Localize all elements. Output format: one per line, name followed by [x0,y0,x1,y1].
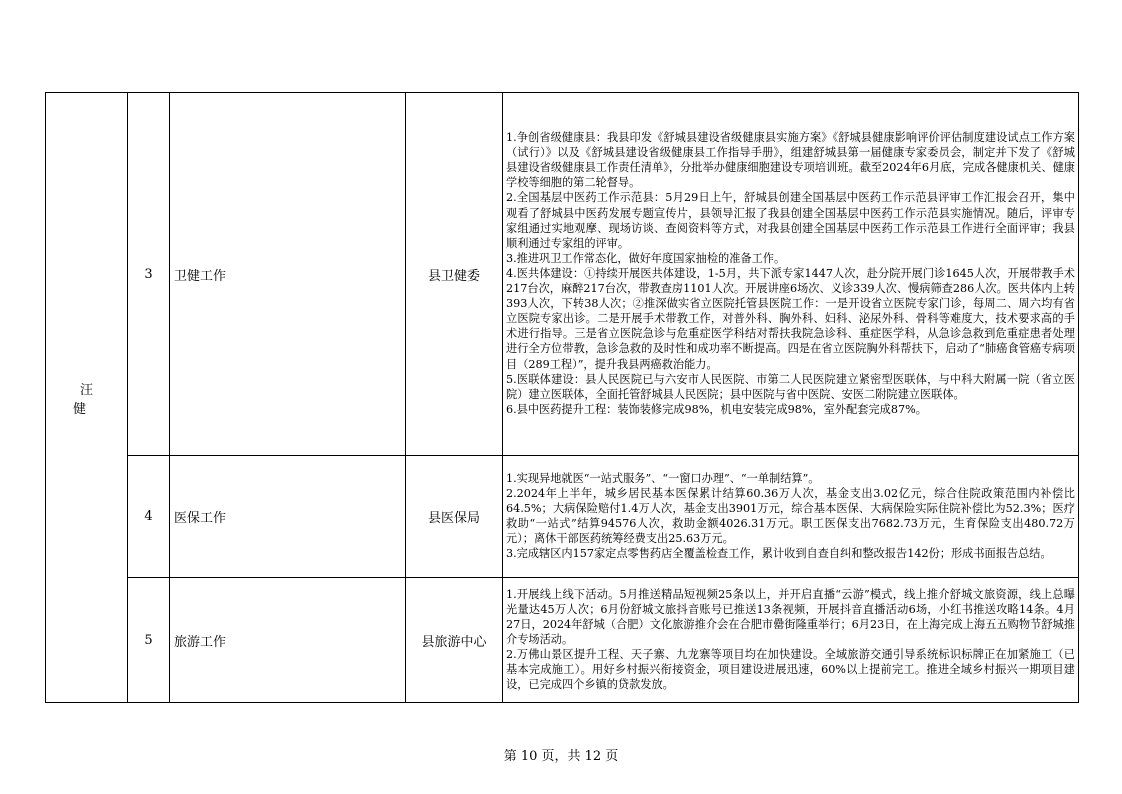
department: 县医保局 [406,456,503,578]
work-content [503,578,1079,703]
content-item: 5.医联体建设：县人民医院已与六安市人民医院、市第二人民医院建立紧密型医联体，与中科大附属一院（省立医院）建立医联体，全面托管舒城县人民医院；县中医院与省中医院、安医二附院建立医联体。 [506,372,1075,401]
content-item: 3.完成辖区内157家定点零售药店全覆盖检查工作，累计收到自查自纠和整改报告142份；形成书面报告总结。 [506,547,1052,561]
table-row [46,93,1079,456]
table-row [46,578,1079,703]
content-item: 2.2024年上半年，城乡居民基本医保累计结算60.36万人次，基金支出3.02亿元，综合住院政策范围内补偿比64.5%；大病保险赔付1.4万人次，基金支出3901万元，综合基本医保、大病保险实际住院补偿比为52.3%；医疗救助“一站式”结算94576人次，救助金额4026.31万元。职工医保支出7682.73万元，生育保险支出480.72万元）；离休干部医药统筹经费支出25.63万元。 [506,486,1075,546]
task-name: 医保工作 [170,456,406,578]
work-content [503,456,1079,578]
row-number: 4 [128,456,170,578]
content-item: 6.县中医药提升工程：装饰装修完成98%，机电安装完成98%，室外配套完成87%。 [506,402,927,416]
leader-name: 汪 健 [46,93,128,703]
table-row [46,456,1079,578]
row-number: 5 [128,578,170,703]
work-content [503,93,1079,456]
content-item: 2.万佛山景区提升工程、天子寨、九龙寨等项目均在加快建设。全域旅游交通引导系统标识标牌正在加紧施工（已基本完成施工）。用好乡村振兴衔接资金，项目建设进展迅速，60%以上提前完工。推进全域乡村振兴一期项目建设，已完成四个乡镇的贷款发放。 [506,648,1075,692]
page-footer: 第 10 页，共 12 页 [503,749,619,764]
content-item: 1.实现异地就医“一站式服务”、“一窗口办理”、“一单制结算”。 [506,471,820,485]
content-item: 2.全国基层中医药工作示范县：5月29日上午，舒城县创建全国基层中医药工作示范县评审工作汇报会召开，集中观看了舒城县中医药发展专题宣传片，县领导汇报了我县创建全国基层中医药工作示范县实施情况。随后，评审专家组通过实地观摩、现场访谈、查阅资料等方式，对我县创建全国基层中医药工作示范县工作进行全面评审；我县顺利通过专家组的评审。 [506,191,1075,250]
content-item: 1.争创省级健康县：我县印发《舒城县建设省级健康县实施方案》《舒城县健康影响评价评估制度建设试点工作方案（试行）》以及《舒城县建设省级健康县工作指导手册》，组建舒城县第一届健康专家委员会，制定并下发了《舒城县建设省级健康县工作责任清单》，分批举办健康细胞建设专项培训班。截至2024年6月底，完成各健康机关、健康学校等细胞的第二轮督导。 [506,131,1075,190]
department: 县卫健委 [406,93,503,456]
row-number: 3 [128,93,170,456]
department: 县旅游中心 [406,578,503,703]
work-table [45,92,1079,703]
content-item: 3.推进巩卫工作常态化，做好年度国家抽检的准备工作。 [506,251,786,265]
task-name: 旅游工作 [170,578,406,703]
content-item: 1.开展线上线下活动。5月推送精品短视频25条以上，并开启直播“云游”模式，线上推介舒城文旅资源，线上总曝光量达45万人次；6月份舒城文旅抖音账号已推送13条视频，开展抖音直播活动6场，小红书推送攻略14条。4月27日，2024年舒城（合肥）文化旅游推介会在合肥市罍街隆重举行；6月23日，在上海完成上海五五购物节舒城推介专场活动。 [506,587,1075,646]
content-item: 4.医共体建设：①持续开展医共体建设，1-5月，共下派专家1447人次，赴分院开展门诊1645人次，开展带教手术217台次，麻醉217台次，带教查房1101人次。开展讲座6场次、义诊339人次、慢病筛查286人次。医共体内上转393人次，下转38人次；②推深做实省立医院托管县医院工作：一是开设省立医院专家门诊，每周二、周六均有省立医院专家出诊。二是开展手术带教工作，对普外科、胸外科、妇科、泌尿外科、骨科等难度大，技术要求高的手术进行指导。三是省立医院急诊与危重症医学科结对帮扶我院急诊科、重症医学科，从急诊急救到危重症患者处理进行全方位带教，急诊急救的及时性和成功率不断提高。四是在省立医院胸外科帮扶下，启动了“肺癌食管癌专病项目（289工程）”，提升我县两癌救治能力。 [506,266,1075,371]
task-name: 卫健工作 [170,93,406,456]
